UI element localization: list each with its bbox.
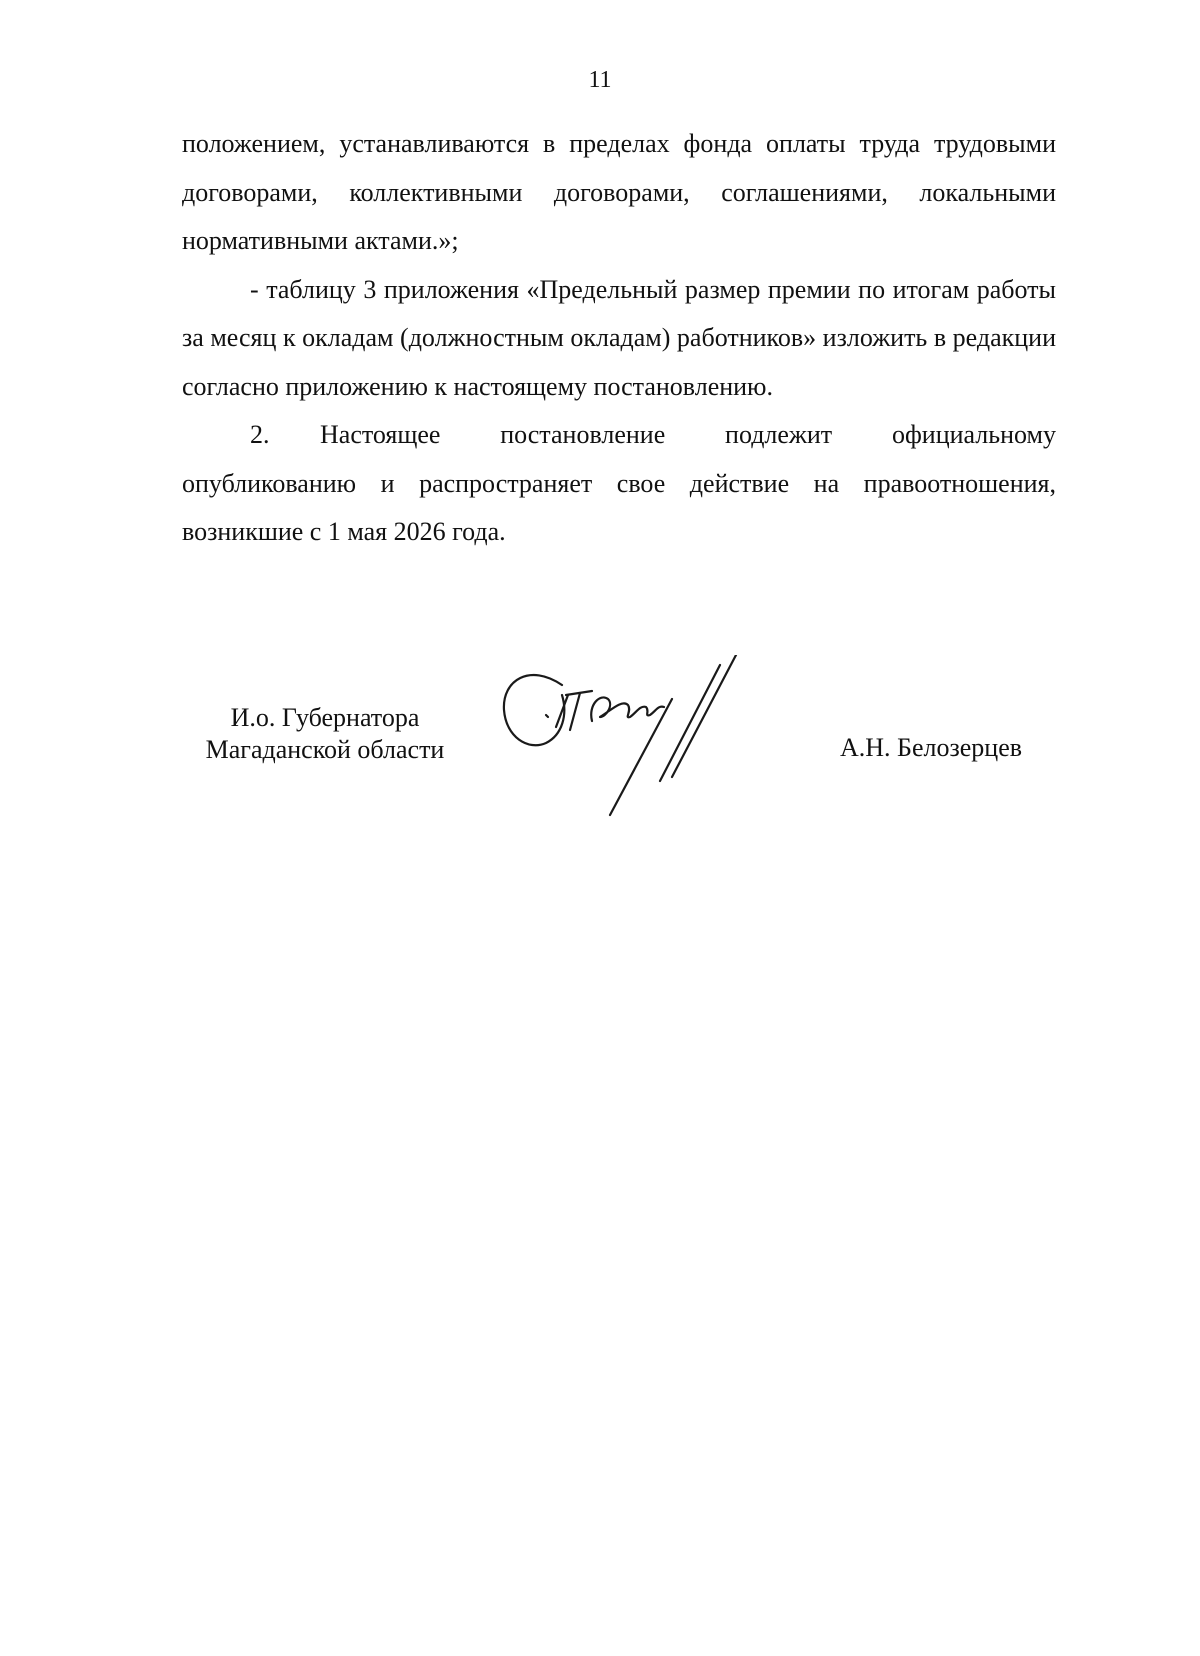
signatory-position-line1: И.о. Губернатора <box>230 703 420 732</box>
signatory-position-line2: Магаданской области <box>205 735 445 764</box>
paragraph-table-amendment: - таблицу 3 приложения «Предельный размер премии по итогам работы за месяц к окладам (должностным окладам) работников» изложить в редакции согласно приложению к настоящему постановлению. <box>182 274 1056 401</box>
paragraph-2 <box>182 411 1056 557</box>
page-number: 11 <box>588 67 612 93</box>
signatory-name: А.Н. Белозерцев <box>840 733 1023 762</box>
paragraph-continuation: положением, устанавливаются в пределах фонда оплаты труда трудовыми договорами, коллективными договорами, соглашениями, локальными нормативными актами.»; <box>182 129 1056 255</box>
signatory-position <box>190 702 460 766</box>
handwritten-signature-icon <box>500 655 790 835</box>
paragraph-number: 2. <box>250 420 270 449</box>
document-body <box>182 120 1056 557</box>
paragraph-2-text: Настоящее постановление подлежит официальному опубликованию и распространяет свое действие на правоотношения, возникшие с 1 мая 2026 года. <box>182 420 1056 546</box>
